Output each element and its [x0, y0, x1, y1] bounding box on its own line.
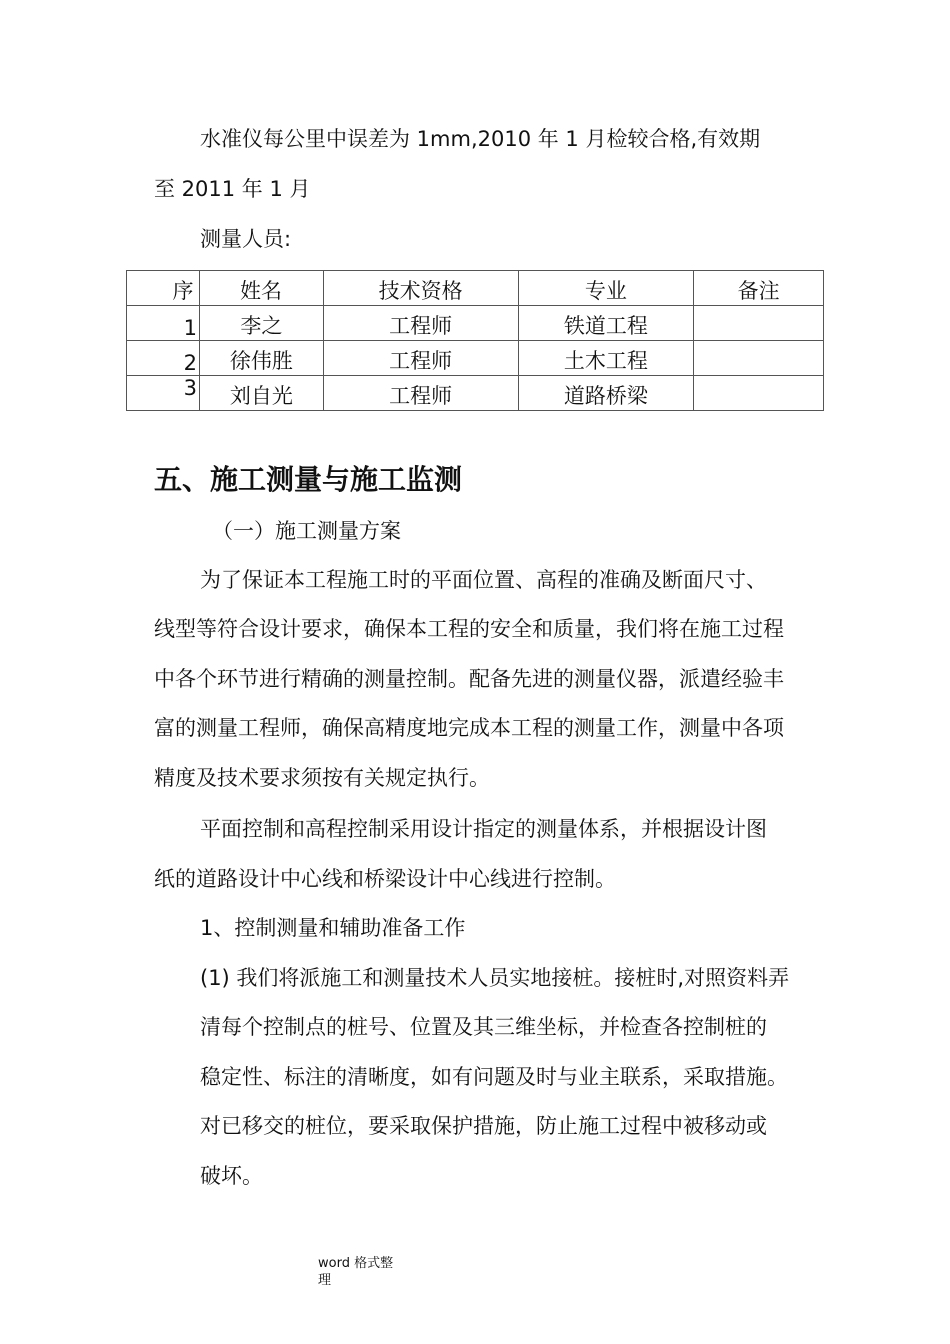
header-name: 姓名 [199, 271, 323, 306]
item1-line-4: 对已移交的桩位，要采取保护措施，防止施工过程中被移动或 [200, 1114, 767, 1138]
para1-line-1: 为了保证本工程施工时的平面位置、高程的准确及断面尺寸、 [200, 568, 767, 592]
row-name: 李之 [199, 306, 323, 341]
item1-line-3: 稳定性、标注的清晰度，如有问题及时与业主联系，采取措施。 [200, 1065, 788, 1089]
row-specialty: 铁道工程 [518, 306, 694, 341]
footer-line-1: word 格式整 [318, 1256, 394, 1271]
row-remarks [694, 376, 824, 411]
page-footer [318, 1255, 393, 1289]
item1-line-2: 清每个控制点的桩号、位置及其三维坐标，并检查各控制桩的 [200, 1015, 767, 1039]
section-subheading: （一）施工测量方案 [212, 519, 401, 543]
staff-table-header [127, 271, 824, 306]
intro-line-2: 至 2011 年 1 月 [154, 177, 311, 201]
row-specialty: 土木工程 [518, 341, 694, 376]
para1-line-5: 精度及技术要求须按有关规定执行。 [154, 766, 490, 790]
staff-label: 测量人员: [200, 227, 292, 251]
item1-line-1: (1) 我们将派施工和测量技术人员实地接桩。接桩时,对照资料弄 [200, 966, 790, 990]
para1-line-4: 富的测量工程师，确保高精度地完成本工程的测量工作，测量中各项 [154, 716, 784, 740]
para2-line-1: 平面控制和高程控制采用设计指定的测量体系，并根据设计图 [200, 817, 767, 841]
item1-line-5: 破坏。 [200, 1164, 263, 1188]
table-row [127, 376, 824, 411]
row-qualification: 工程师 [323, 306, 518, 341]
section-heading: 五、施工测量与施工监测 [154, 463, 463, 496]
table-row [127, 341, 824, 376]
item1-title: 1、控制测量和辅助准备工作 [200, 916, 466, 940]
row-qualification: 工程师 [323, 341, 518, 376]
header-qualification: 技术资格 [323, 271, 518, 306]
header-remarks: 备注 [694, 271, 824, 306]
row-index: 1 [127, 306, 200, 341]
header-specialty: 专业 [518, 271, 694, 306]
row-name: 徐伟胜 [199, 341, 323, 376]
table-row [127, 306, 824, 341]
row-remarks [694, 341, 824, 376]
row-name: 刘自光 [199, 376, 323, 411]
para2-line-2: 纸的道路设计中心线和桥梁设计中心线进行控制。 [154, 867, 616, 891]
staff-table [126, 270, 824, 411]
intro-line-1: 水准仪每公里中误差为 1mm,2010 年 1 月检较合格,有效期 [200, 127, 761, 151]
footer-line-2: 理 [318, 1273, 332, 1288]
header-index: 序 [127, 271, 200, 306]
row-qualification: 工程师 [323, 376, 518, 411]
para1-line-2: 线型等符合设计要求，确保本工程的安全和质量，我们将在施工过程 [154, 617, 784, 641]
row-index: 2 [127, 341, 200, 376]
row-remarks [694, 306, 824, 341]
row-index: 3 [127, 376, 200, 411]
para1-line-3: 中各个环节进行精确的测量控制。配备先进的测量仪器，派遣经验丰 [154, 667, 784, 691]
row-specialty: 道路桥梁 [518, 376, 694, 411]
